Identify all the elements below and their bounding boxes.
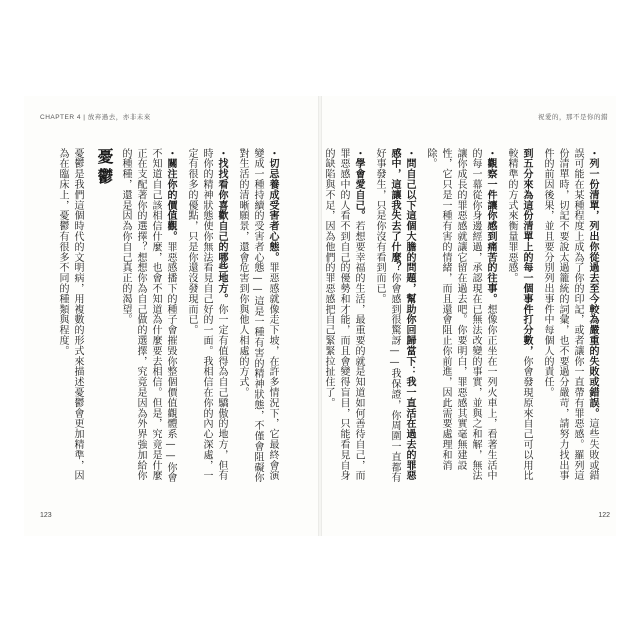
paragraph-lead: ・問自己以下這個大膽的問題，幫助你回歸當下：我一直活在過去的罪惡感中，這讓我失去了什麼？ [389,148,415,481]
paragraph [504,148,534,488]
paragraph-lead: ・列一份清單，列出你從過去至今較為嚴重的失敗或錯誤。 [587,148,598,419]
paragraph-lead: ・找找看你喜歡自己的哪些地方。 [216,148,227,304]
left-page-number: 123 [40,512,52,519]
paragraph [235,148,280,488]
paragraph [321,148,366,488]
paragraph-text: 想像你正坐在一列火車上，看著生活中的每一幕從你身邊經過，承認現在已無法改變的事實，並與之和解，無法讓你成長的罪惡感就讓它留在過去吧。你要明白，罪惡感其實毫無建設性，它只是一種有害的情緒，而且還會阻止你前進，因此需要處理和消除。 [425,148,496,481]
right-page-header: 祝愛的，那不是你的錯 [538,114,608,121]
paragraph-text: 若想要幸福的生活，最重要的就是知道如何善待自己，而罪惡感中的人看不到自己的優勢和才能，而且會變得盲目，只能看見自身的缺陷與不足，因為他們的罪惡感把自己緊緊拉扯住了。 [323,148,364,481]
left-page-header: CHAPTER 4 | 放弃過去，亦非未來 [40,114,151,121]
paragraph [118,148,178,488]
paragraph [540,148,600,488]
paragraph [55,148,85,488]
paragraph-text: 憂鬱是我們這個時代的文明病，用複數的形式來描述憂鬱會更加精準，因為在臨床上，憂鬱有很多不同的種類與程度。 [57,148,83,481]
paragraph [184,148,229,488]
right-page-number: 122 [598,512,610,519]
paragraph [372,148,417,488]
paragraph-lead: ・切忌養成受害者心態。 [267,148,278,263]
paragraph-text: 罪惡感就像走下坡，在許多情況下，它最終會演變成一種持續的受害者心態——這是一種有害的精神狀態，不僅會阻礙你對生活的清晰願景，還會危害到你與他人相處的方式。 [237,148,278,483]
paragraph-text: 罪惡感播下的種子會摧毀你整個價值觀體系——你會不知道自己該相信什麼，也會不知道為什麼要去相信。但是，究竟是什麼正在支配著你的選擇？想想你為自己做的選擇，究竟是因為外界強加給你的種種，還是因為你自己真正的渴望。 [120,148,176,483]
paragraph-text: 你會發現原來自己可以用比較精準的方式來衡量罪惡感。 [506,148,532,481]
paragraph-text: 你一定有值得為自己驕傲的地方，但有時你的精神狀態使你無法看見自己好的一面。我相信在你的內心深處，一定有很多的優點，只是你還沒發現而已。 [186,148,227,481]
right-page-body [323,148,600,488]
section-title: 憂鬱 [95,148,114,188]
paragraph-text: 這些失敗或錯誤可能在某種程度上成為了你的印記，或者讓你一直帶有罪惡感。羅列這份清單時，切記不要說太過籠統的詞彙，也不要過分嚴苛，請努力找出事件的前因後果，並且要分別列出事件中每個人的責任。 [542,148,598,481]
left-page-body [57,148,280,488]
paragraph-lead: ・學會愛自己。 [353,148,364,221]
paragraph [423,148,498,488]
paragraph-lead: ・觀察一件讓你感到痛苦的往事。 [485,148,496,304]
paragraph-lead: 到五分來為這份清單上的每一個事件打分數， [521,148,532,356]
paragraph-lead: ・關注你的價值觀。 [165,148,176,242]
paragraph-text: 你會感到很驚訝——我保證，你周圍一直都有好事發生，只是你沒有看到而已。 [374,148,400,483]
